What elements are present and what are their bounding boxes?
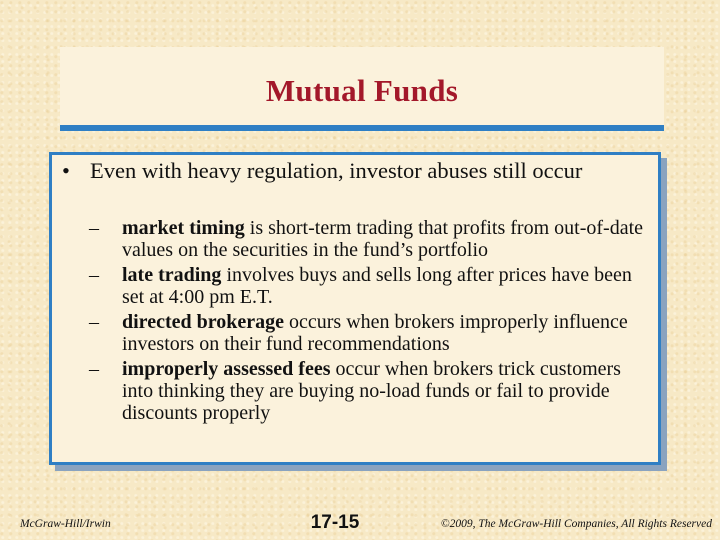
footer-publisher: McGraw-Hill/Irwin [20, 518, 111, 530]
page-number: 17-15 [310, 512, 360, 533]
slide-title: Mutual Funds [265, 73, 459, 108]
sub-bullet-dash: – [89, 358, 99, 380]
main-bullet [62, 158, 652, 183]
sub-bullet-assessed-fees [89, 358, 654, 424]
sub-bullet-term: late trading [122, 264, 222, 286]
sub-bullet-market-timing [89, 217, 654, 261]
sub-bullet-dash: – [89, 311, 99, 333]
footer-copyright: ©2009, The McGraw-Hill Companies, All Rights Reserved [440, 518, 712, 530]
sub-bullet-term: directed brokerage [122, 311, 285, 333]
sub-bullet-text: occur when brokers trick customers into thinking they are buying no-load funds or fail to provide discounts properly [122, 358, 621, 424]
sub-bullet-text: involves buys and sells long after prices have been set at 4:00 pm E.T. [122, 264, 632, 308]
sub-bullet-late-trading [89, 264, 654, 308]
sub-bullet-dash: – [89, 217, 99, 239]
content-box [49, 152, 661, 465]
sub-bullet-term: market timing [122, 217, 245, 239]
main-bullet-text: Even with heavy regulation, investor abuses still occur [90, 158, 583, 183]
sub-bullet-directed-brokerage [89, 311, 654, 355]
sub-bullet-text: is short-term trading that profits from out-of-date values on the securities in the fund’s portfolio [122, 217, 643, 261]
sub-bullet-dash: – [89, 264, 99, 286]
title-box [60, 47, 664, 131]
sub-bullet-text: occurs when brokers improperly influence investors on their fund recommendations [122, 311, 628, 355]
sub-bullet-list [89, 217, 654, 427]
bullet-marker: • [62, 158, 70, 183]
sub-bullet-term: improperly assessed fees [122, 358, 331, 380]
